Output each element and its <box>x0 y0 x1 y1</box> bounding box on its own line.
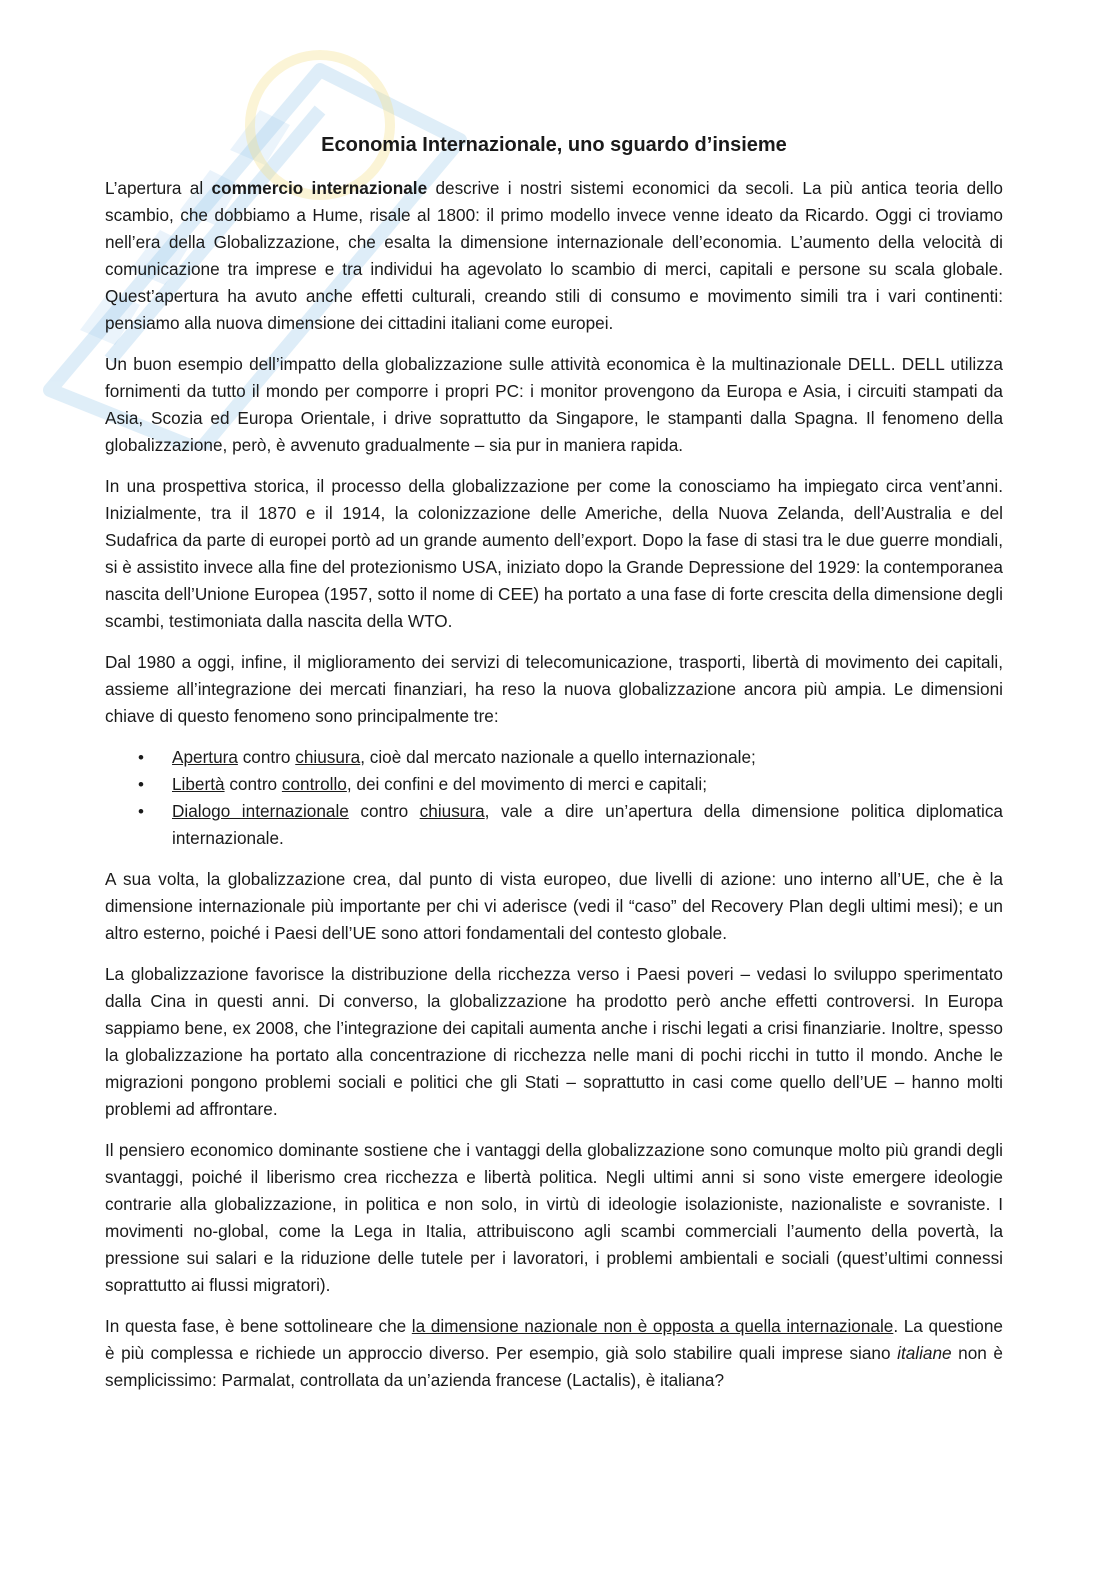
p8-text-b: . La questione è più complessa e richiede un approccio diverso. Per esempio, già solo stabilire quali imprese siano <box>105 1316 1003 1363</box>
paragraph-6: La globalizzazione favorisce la distribuzione della ricchezza verso i Paesi poveri – vedasi lo sviluppo sperimentato dalla Cina in questi anni. Di converso, la globalizzazione ha prodotto però anche effetti controversi. In Europa sappiamo bene, ex 2008, che l’integrazione dei capitali aumenta anche i rischi legati a crisi finanziarie. Inoltre, spesso la globalizzazione ha portato alla concentrazione di ricchezza nelle mani di pochi ricchi in tutto il mondo. Anche le migrazioni pongono problemi sociali e politici che gli Stati – soprattutto in casi come quello dell’UE – hanno molti problemi ad affrontare. <box>105 964 1003 1119</box>
bullet-text: , vale a dire un’apertura della dimensione politica diplomatica internazionale. <box>172 801 1003 848</box>
paragraph-1 <box>105 175 1003 337</box>
p8-text-a: In questa fase, è bene sottolineare che <box>105 1316 412 1336</box>
paragraph-7: Il pensiero economico dominante sostiene che i vantaggi della globalizzazione sono comunque molto più grandi degli svantaggi, poiché il liberismo crea ricchezza e libertà politica. Negli ultimi anni si sono viste emergere ideologie contrarie alla globalizzazione, in politica e non solo, in virtù di ideologie isolazioniste, nazionaliste e sovraniste. I movimenti no-global, come la Lega in Italia, attribuiscono agli scambi commerciali l’aumento della povertà, la pressione sui salari e la riduzione delle tutele per i lavoratori, i problemi ambientali e sociali (quest’ultimi connessi soprattutto ai flussi migratori). <box>105 1140 1003 1295</box>
page-title: Economia Internazionale, uno sguardo d’insieme <box>321 134 787 156</box>
bullet-term: chiusura <box>419 801 485 821</box>
list-item <box>172 744 1003 771</box>
document-page <box>105 130 1003 1408</box>
paragraph-4: Dal 1980 a oggi, infine, il miglioramento dei servizi di telecomunicazione, trasporti, libertà di movimento dei capitali, assieme all’integrazione dei mercati finanziari, ha reso la nuova globalizzazione ancora più ampia. Le dimensioni chiave di questo fenomeno sono principalmente tre: <box>105 652 1003 726</box>
p1-text-b: descrive i nostri sistemi economici da secoli. La più antica teoria dello scambio, che dobbiamo a Hume, risale al 1800: il primo modello invece venne ideato da Ricardo. Oggi ci troviamo nell’era della Globalizzazione, che esalta la dimensione internazionale dell’economia. L’aumento della velocità di comunicazione tra imprese e tra individui ha agevolato lo scambio di merci, capitali e persone su scala globale. Quest’apertura ha avuto anche effetti culturali, creando stili di consumo e movimento simili tra i vari continenti: pensiamo alla nuova dimensione dei cittadini italiani come europei. <box>105 178 1003 333</box>
paragraph-5: A sua volta, la globalizzazione crea, dal punto di vista europeo, due livelli di azione: uno interno all’UE, che è la dimensione internazionale più importante per chi vi aderisce (vedi il “caso” del Recovery Plan degli ultimi mesi); e un altro esterno, poiché i Paesi dell’UE sono attori fondamentali del contesto globale. <box>105 869 1003 943</box>
list-item <box>172 771 1003 798</box>
paragraph-3: In una prospettiva storica, il processo della globalizzazione per come la conosciamo ha impiegato circa vent’anni. Inizialmente, tra il 1870 e il 1914, la colonizzazione delle Americhe, della Nuova Zelanda, dell’Australia e del Sudafrica da parte di europei portò ad un grande aumento dell’export. Dopo la fase di stasi tra le due guerre mondiali, si è assistito invece alla fine del protezionismo USA, iniziato dopo la Grande Depressione del 1929: la contemporanea nascita dell’Unione Europea (1957, sotto il nome di CEE) ha portato a una fase di forte crescita della dimensione degli scambi, testimoniata dalla nascita della WTO. <box>105 476 1003 631</box>
p1-bold-term: commercio internazionale <box>211 178 428 198</box>
p1-text-a: L’apertura al <box>105 178 212 198</box>
paragraph-2: Un buon esempio dell’impatto della globalizzazione sulle attività economica è la multinazionale DELL. DELL utilizza fornimenti da tutto il mondo per comporre i propri PC: i monitor provengono da Europa e Asia, i circuiti stampati da Asia, Scozia ed Europa Orientale, i drive soprattutto da Singapore, le stampanti dalla Spagna. Il fenomeno della globalizzazione, però, è avvenuto gradualmente – sia pur in maniera rapida. <box>105 354 1003 455</box>
p8-underlined: la dimensione nazionale non è opposta a quella internazionale <box>411 1316 894 1336</box>
list-item <box>172 798 1003 852</box>
bullet-text: , cioè dal mercato nazionale a quello internazionale; <box>360 747 756 767</box>
bullet-term: chiusura <box>295 747 361 767</box>
bullet-term: Apertura <box>172 747 238 767</box>
bullet-connector: contro <box>348 801 420 821</box>
p8-text-c: non è semplicissimo: Parmalat, controllata da un’azienda francese (Lactalis), è italiana? <box>105 1343 1003 1390</box>
bullet-list <box>105 744 1003 852</box>
bullet-connector: contro <box>224 774 282 794</box>
bullet-text: , dei confini e del movimento di merci e capitali; <box>346 774 708 794</box>
bullet-term: Libertà <box>172 774 225 794</box>
bullet-connector: contro <box>237 747 296 767</box>
p8-italic: italiane <box>897 1343 952 1363</box>
paragraph-8 <box>105 1313 1003 1394</box>
bullet-term: controllo <box>281 774 347 794</box>
bullet-term: Dialogo internazionale <box>172 801 349 821</box>
